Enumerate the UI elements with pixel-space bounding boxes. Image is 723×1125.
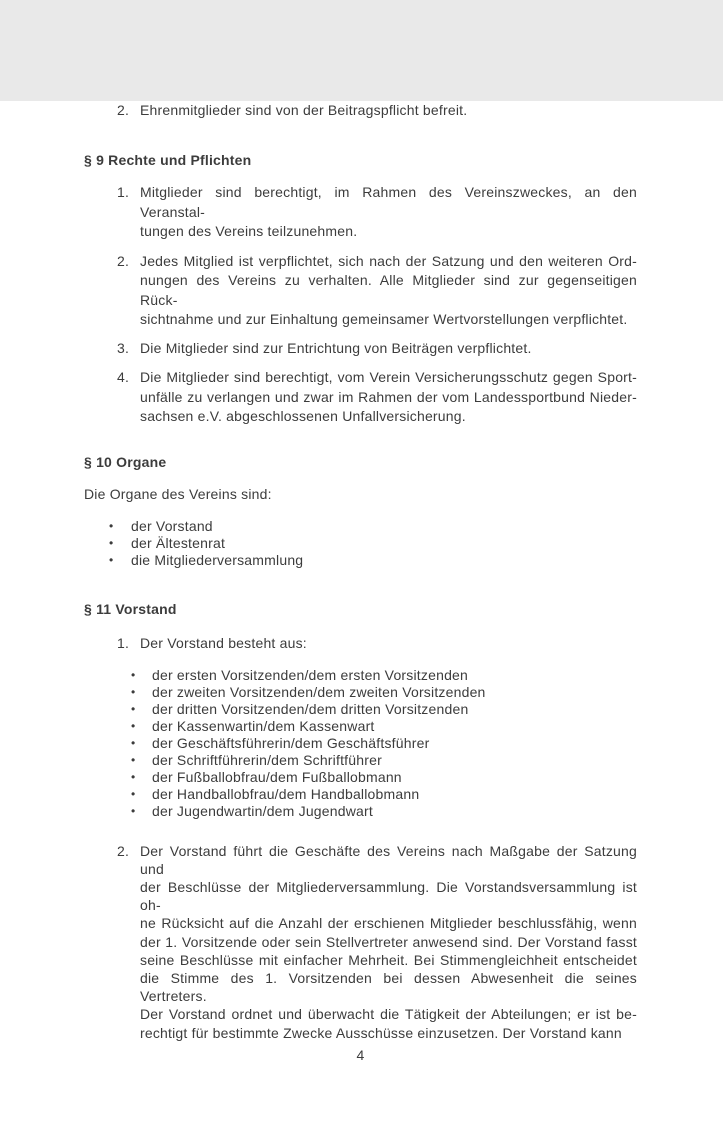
bullet-list-item (131, 701, 637, 718)
text-line: Der Vorstand ordnet und überwacht die Tätigkeit der Abteilungen; er ist be- (140, 1006, 637, 1023)
bullet-icon: • (109, 535, 114, 550)
section-11-heading: § 11 Vorstand (84, 600, 177, 617)
bullet-text: der Kassenwartin/dem Kassenwart (152, 717, 375, 734)
list-item-number: 2. (117, 842, 130, 859)
list-item-text: Ehrenmitglieder sind von der Beitragspflicht befreit. (140, 102, 468, 118)
bullet-list-item (109, 535, 637, 552)
text-line: der 1. Vorsitzende oder sein Stellvertreter anwesend sind. Der Vorstand fasst (140, 933, 637, 950)
list-item (117, 842, 637, 1042)
text-line: Mitglieder sind berechtigt, im Rahmen des Vereinszweckes, an den Veranstal- (140, 184, 637, 220)
list-item-text (140, 183, 637, 242)
bullet-icon: • (131, 803, 136, 818)
bullet-icon: • (131, 786, 136, 801)
list-item-text (140, 842, 637, 1042)
board-roles-bullet-list (131, 667, 637, 820)
document-page (0, 101, 723, 1125)
text-line: nungen des Vereins zu verhalten. Alle Mitglieder sind zur gegenseitigen Rück- (140, 272, 637, 308)
bullet-text: der Schriftführerin/dem Schriftführer (152, 751, 382, 768)
bullet-text: der Ältestenrat (131, 534, 226, 551)
list-item-text (140, 252, 637, 330)
list-item-number: 2. (117, 252, 130, 269)
list-item (117, 368, 637, 427)
bullet-icon: • (131, 701, 136, 716)
bullet-icon: • (131, 718, 136, 733)
text-line: sachsen e.V. abgeschlossenen Unfallversicherung. (140, 408, 466, 424)
section-10-intro: Die Organe des Vereins sind: (84, 486, 272, 502)
text-line: Der Vorstand führt die Geschäfte des Vereins nach Maßgabe der Satzung und (140, 842, 637, 877)
list-item-carryover (117, 101, 637, 121)
bullet-list-item (109, 518, 637, 535)
list-item (117, 252, 637, 330)
bullet-list-item (131, 735, 637, 752)
text-line: Die Mitglieder sind zur Entrichtung von Beiträgen verpflichtet. (140, 339, 532, 356)
text-line: Jedes Mitglied ist verpflichtet, sich nach der Satzung und den weiteren Ord- (140, 252, 637, 269)
text-line: seine Beschlüsse mit einfacher Mehrheit. Bei Stimmengleichheit entscheidet (140, 951, 637, 968)
list-item (117, 183, 637, 242)
bullet-icon: • (131, 684, 136, 699)
bullet-text: der Fußballobfrau/dem Fußballobmann (152, 768, 402, 785)
bullet-icon: • (109, 518, 114, 533)
text-line: tungen des Vereins teilzunehmen. (140, 223, 358, 239)
bullet-icon: • (131, 667, 136, 682)
text-line: rechtigt für bestimmte Zwecke Ausschüsse einzusetzen. Der Vorstand kann (140, 1024, 622, 1041)
list-item-text (140, 339, 637, 359)
organs-bullet-list (109, 518, 637, 569)
bullet-text: der zweiten Vorsitzenden/dem zweiten Vorsitzenden (152, 683, 486, 700)
list-item (117, 339, 637, 359)
bullet-list-item (131, 667, 637, 684)
bullet-list-item (131, 718, 637, 735)
bullet-list-item (131, 684, 637, 701)
list-item-number: 2. (117, 102, 130, 118)
bullet-list-item (131, 752, 637, 769)
text-line: Die Mitglieder sind berechtigt, vom Verein Versicherungsschutz gegen Sport- (140, 369, 637, 385)
list-item-text: Der Vorstand besteht aus: (140, 635, 307, 651)
list-item-number: 1. (117, 635, 130, 651)
text-line: sichtnahme und zur Einhaltung gemeinsamer Wertvorstellungen verpflichtet. (140, 311, 628, 327)
bullet-list-item (131, 769, 637, 786)
bullet-text: der dritten Vorsitzenden/dem dritten Vorsitzenden (152, 700, 469, 717)
bullet-icon: • (109, 552, 114, 567)
text-line: der Beschlüsse der Mitgliederversammlung. Die Vorstandsversammlung ist oh- (140, 878, 637, 914)
section-9-heading: § 9 Rechte und Pflichten (84, 151, 252, 168)
bullet-text: der ersten Vorsitzenden/dem ersten Vorsitzenden (152, 666, 469, 683)
bullet-text: der Handballobfrau/dem Handballobmann (152, 785, 420, 802)
list-item-number: 1. (117, 184, 130, 200)
list-item-number: 4. (117, 369, 130, 385)
bullet-icon: • (131, 735, 136, 750)
bullet-list-item (131, 786, 637, 803)
text-line: die Stimme des 1. Vorsitzenden bei dessen Abwesenheit die seines Vertreters. (140, 969, 637, 1005)
bullet-list-item (131, 803, 637, 820)
bullet-text: der Jugendwartin/dem Jugendwart (152, 802, 373, 819)
page-number: 4 (356, 1046, 365, 1063)
text-line: unfälle zu verlangen und zwar im Rahmen der vom Landessportbund Nieder- (140, 388, 637, 405)
list-item-text (140, 368, 637, 427)
bullet-text: die Mitgliederversammlung (131, 551, 304, 568)
bullet-icon: • (131, 769, 136, 784)
bullet-text: der Geschäftsführerin/dem Geschäftsführer (152, 734, 430, 751)
bullet-text: der Vorstand (131, 517, 213, 534)
text-line: ne Rücksicht auf die Anzahl der erschienen Mitglieder beschlussfähig, wenn (140, 915, 637, 932)
bullet-icon: • (131, 752, 136, 767)
list-item-number: 3. (117, 339, 130, 356)
list-item (117, 634, 637, 654)
section-10-heading: § 10 Organe (84, 453, 167, 470)
bullet-list-item (109, 552, 637, 569)
